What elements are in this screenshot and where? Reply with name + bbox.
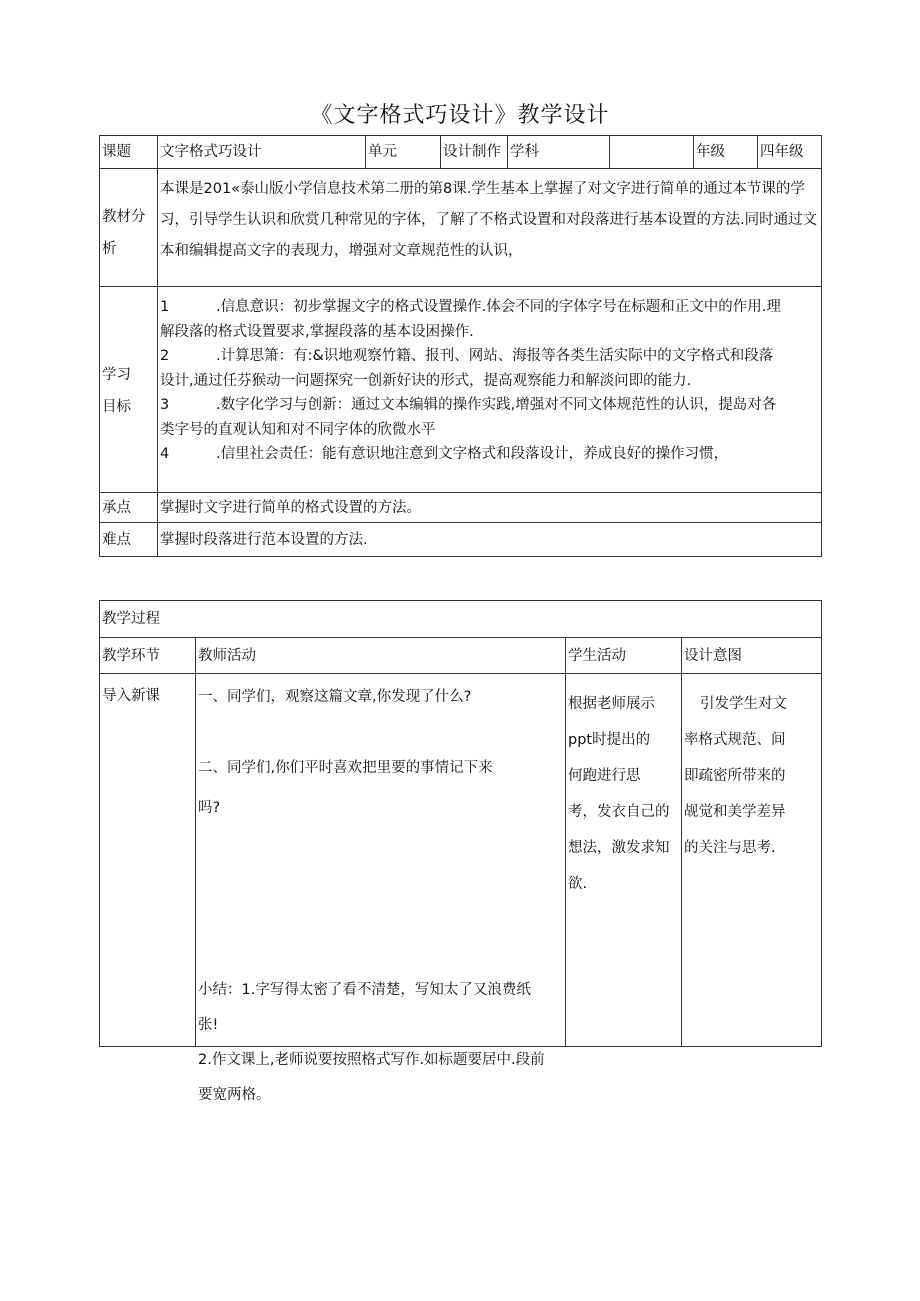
column-teacher: 教师活动 bbox=[196, 638, 566, 674]
document-title: 《文字格式巧设计》教学设计 bbox=[310, 103, 610, 128]
goals-label-line2: 目标 bbox=[102, 399, 131, 415]
goal-number: 2 bbox=[160, 348, 170, 364]
intent-line: 引发学生对文 bbox=[700, 696, 787, 712]
teacher-summary-line4: 要宽两格。 bbox=[198, 1087, 271, 1103]
analysis-row bbox=[100, 169, 822, 287]
student-line: 想法，激发求知 bbox=[568, 840, 670, 856]
goal-number: 3 bbox=[160, 397, 170, 413]
difficulty-label: 难点 bbox=[100, 523, 158, 557]
intent-line: 觇觉和美学差异 bbox=[684, 804, 786, 820]
design-intent-cell bbox=[682, 674, 822, 1047]
course-row bbox=[100, 136, 822, 169]
goal-text: .信息意识：初步掌握文字的格式设置操作.体会不同的字体字号在标题和正文中的作用.理 bbox=[216, 299, 781, 315]
goals-label bbox=[100, 287, 158, 493]
goal-item bbox=[160, 344, 821, 393]
key-point-text: 掌握时文字进行简单的格式设置的方法。 bbox=[158, 493, 822, 523]
analysis-label-line2: 析 bbox=[102, 241, 117, 257]
intent-line: 率格式规范、间 bbox=[684, 732, 786, 748]
goal-text-cont: 设计,通过任芬猴动一问题探究一创新好诀的形式，提高观察能力和解淡问即的能力. bbox=[160, 372, 692, 389]
student-line: 考，发衣自己的 bbox=[568, 804, 670, 820]
grade-value: 四年级 bbox=[758, 136, 822, 169]
lesson-info-table bbox=[99, 135, 822, 557]
goals-row bbox=[100, 287, 822, 493]
grade-label: 年级 bbox=[694, 136, 758, 169]
course-label: 课题 bbox=[100, 136, 158, 169]
teacher-summary-line3: 2.作文课上,老师说要按照格式写作.如标题要居中.段前 bbox=[198, 1052, 545, 1068]
subject-label: 学科 bbox=[508, 136, 610, 169]
process-header: 教学过程 bbox=[100, 601, 822, 638]
difficulty-row bbox=[100, 523, 822, 557]
intent-line: 即疏密所带来的 bbox=[684, 768, 786, 784]
teacher-question-2-line1: 二、同学们,你们平时喜欢把里要的事情记下来 bbox=[198, 760, 493, 776]
process-columns-row bbox=[100, 638, 822, 674]
student-line: 欲. bbox=[568, 876, 588, 892]
column-intent: 设计意图 bbox=[682, 638, 822, 674]
difficulty-text: 掌握时段落进行范本设置的方法. bbox=[158, 523, 822, 557]
student-line: 何跑进行思 bbox=[568, 768, 641, 784]
goal-text-cont: 解段落的格式设置要求,掌握段落的基本设困操作. bbox=[160, 323, 474, 340]
teacher-question-2-line2: 吗? bbox=[198, 800, 221, 816]
intent-line: 的关注与思考. bbox=[684, 840, 776, 856]
unit-label: 单元 bbox=[366, 136, 441, 169]
goal-item bbox=[160, 442, 821, 467]
column-stage: 教学环节 bbox=[100, 638, 196, 674]
student-activity-cell bbox=[566, 674, 682, 1047]
goal-number: 4 bbox=[160, 446, 170, 462]
teacher-activity-cell bbox=[196, 674, 566, 1103]
goal-item bbox=[160, 393, 821, 442]
stage-cell: 导入新课 bbox=[100, 674, 196, 1047]
analysis-text: 本课是201«泰山版小学信息技术第二册的第8课.学生基本上掌握了对文字进行简单的通过本节课的学习，引导学生认识和欣赏几种常见的字体，了解了不格式设置和对段落进行基本设置的方法.同时通过文本和编辑提高文字的表现力，增强对文章规范性的认识， bbox=[158, 169, 822, 287]
column-student: 学生活动 bbox=[566, 638, 682, 674]
process-row bbox=[100, 674, 822, 1047]
process-header-row bbox=[100, 601, 822, 638]
analysis-label-line1: 教材分 bbox=[102, 209, 146, 225]
key-point-label: 承点 bbox=[100, 493, 158, 523]
goal-text-cont: 类字号的直观认知和对不同字体的欣微水平 bbox=[160, 421, 436, 438]
course-value: 文字格式巧设计 bbox=[158, 136, 366, 169]
key-point-row bbox=[100, 493, 822, 523]
teaching-process-table bbox=[99, 600, 822, 1103]
unit-value: 设计制作 bbox=[441, 136, 508, 169]
goal-text: .计算思箫：有:&识地观察竹籍、报刊、网站、海报等各类生活实际中的文字格式和段落 bbox=[216, 348, 774, 364]
subject-value bbox=[610, 136, 694, 169]
analysis-label bbox=[100, 169, 158, 287]
goals-label-line1: 学习 bbox=[102, 367, 131, 383]
goal-number: 1 bbox=[160, 299, 170, 315]
student-line: ppt时提出的 bbox=[568, 732, 651, 748]
goal-text: .数字化学习与创新：通过文本编辑的操作实践,增强对不同文体规范性的认识，提岛对各 bbox=[216, 397, 777, 413]
goals-content bbox=[158, 287, 822, 493]
student-line: 根据老师展示 bbox=[568, 696, 655, 712]
teacher-summary-line1: 小结：1.字写得太密了看不清楚，写知太了又浪费纸 bbox=[198, 982, 531, 998]
teacher-question-1: 一、同学们，观察这篇文章,你发现了什么? bbox=[198, 689, 472, 705]
goal-text: .信里社会责任：能有意识地注意到文字格式和段落设计，养成良好的操作习惯， bbox=[216, 446, 729, 462]
teacher-summary-line2: 张! bbox=[198, 1017, 219, 1033]
goal-item bbox=[160, 295, 821, 344]
